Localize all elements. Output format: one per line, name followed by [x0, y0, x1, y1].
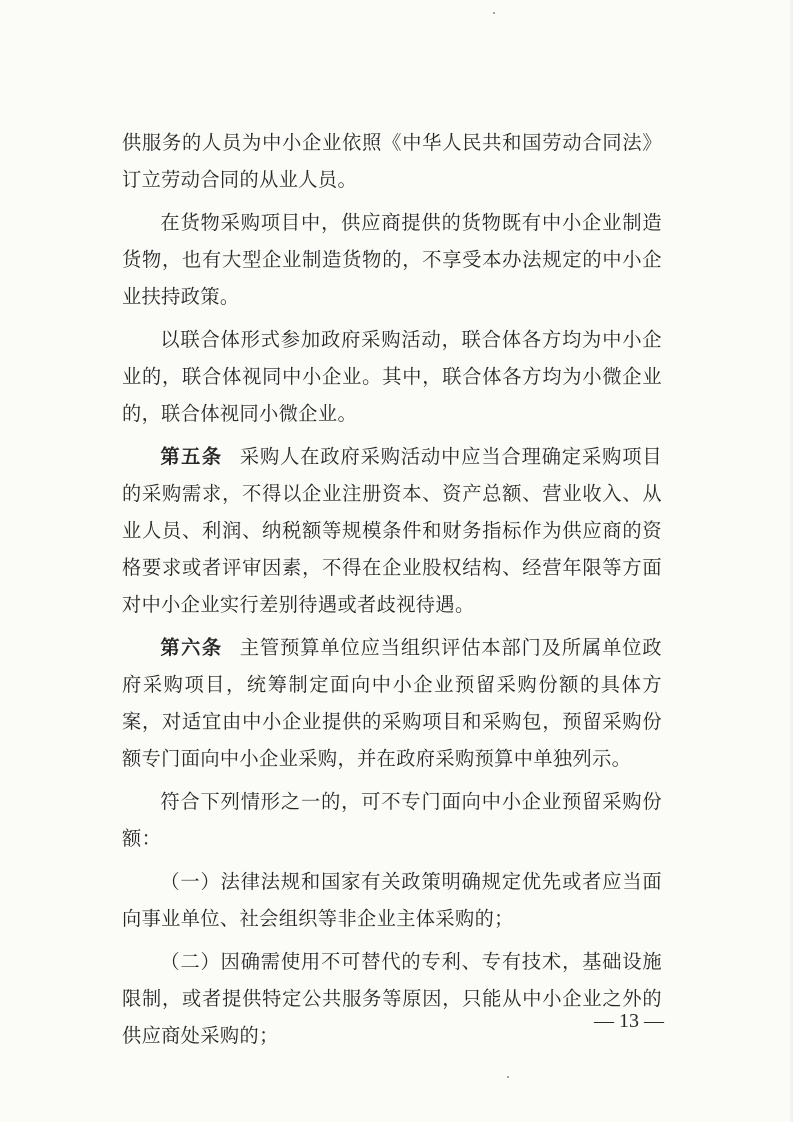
article-label: 第五条 [160, 445, 223, 468]
page-number: — 13 — [594, 1010, 664, 1032]
article-label: 第六条 [160, 636, 223, 659]
paragraph-text: 主管预算单位应当组织评估本部门及所属单位政府采购项目，统筹制定面向中小企业预留采购份额的具体方案，对适宜由中小企业提供的采购项目和采购包，预留采购份额专门面向中小企业采购，并在政府采购预算中单独列示。 [122, 636, 662, 770]
body-paragraph [122, 943, 662, 1054]
document-body [122, 124, 662, 1060]
scan-speck [493, 12, 495, 14]
body-paragraph [122, 783, 662, 857]
paragraph-text: 采购人在政府采购活动中应当合理确定采购项目的采购需求，不得以企业注册资本、资产总额、营业收入、从业人员、利润、纳税额等规模条件和财务指标作为供应商的资格要求或者评审因素，不得在企业股权结构、经营年限等方面对中小企业实行差别待遇或者歧视待遇。 [122, 445, 662, 616]
paragraph-text: （一）法律法规和国家有关政策明确规定优先或者应当面向事业单位、社会组织等非企业主体采购的； [122, 870, 662, 930]
paragraph-text: 供服务的人员为中小企业依照《中华人民共和国劳动合同法》订立劳动合同的从业人员。 [122, 131, 662, 191]
body-paragraph [122, 124, 662, 198]
paragraph-text: 在货物采购项目中，供应商提供的货物既有中小企业制造货物，也有大型企业制造货物的，不享受本办法规定的中小企业扶持政策。 [122, 211, 662, 308]
paragraph-text: 符合下列情形之一的，可不专门面向中小企业预留采购份额： [122, 790, 662, 850]
article-paragraph [122, 629, 662, 777]
body-paragraph [122, 321, 662, 432]
body-paragraph [122, 204, 662, 315]
article-paragraph [122, 438, 662, 623]
scan-edge-shadow [789, 0, 793, 1122]
paragraph-text: 以联合体形式参加政府采购活动，联合体各方均为中小企业的，联合体视同中小企业。其中，联合体各方均为小微企业的，联合体视同小微企业。 [122, 328, 662, 425]
scan-speck [507, 1076, 509, 1078]
paragraph-text: （二）因确需使用不可替代的专利、专有技术，基础设施限制，或者提供特定公共服务等原因，只能从中小企业之外的供应商处采购的； [122, 950, 662, 1047]
body-paragraph [122, 863, 662, 937]
